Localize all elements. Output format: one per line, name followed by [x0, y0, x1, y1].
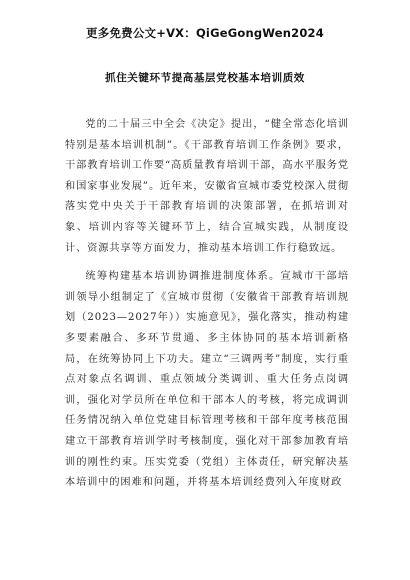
document-title: 抓住关键环节提高基层党校基本培训质效 — [105, 72, 305, 84]
paragraph-1: 党的二十届三中全会《决定》提出，“健全常态化培训特别是基本培训机制”。《干部教育培训工作条例》要求，干部教育培训工作要“高质量教育培训干部，高水平服务党和国家事业发展”。近年来，安徽省宣城市委党校深入贯彻落实党中央关于干部教育培训的决策部署，在抓培训对象、培训内容等关键环节上，结合宣城实践，从制度设计、资源共享等方面发力，推动基本培训工作行稳致远。 — [65, 119, 349, 254]
document-body — [65, 115, 349, 502]
paragraph-2: 统筹构建基本培训协调推进制度体系。宣城市干部培训领导小组制定了《宣城市贯彻（安徽省干部教育培训规划（2023—2027年））实施意见》，强化落实，推动构建多要素融合、多环节贯通、多主体协同的基本培训新格局，在统筹协同上下功夫。建立“三调两考”制度，实行重点对象点名调训、重点领域分类调训、重大任务点岗调训，强化对学员所在单位和干部本人的考核，将完成调训任务情况纳入单位党建目标管理考核和干部年度考核范围建立干部教育培训学时考核制度，强化对干部参加教育培训的刚性约束。压实党委（党组）主体责任，研究解决基本培训中的困难和问题，并将基本培训经费列入年度财政 — [65, 271, 349, 489]
watermark-header: 更多免费公文+VX：QiGeGongWen2024 — [86, 26, 324, 40]
